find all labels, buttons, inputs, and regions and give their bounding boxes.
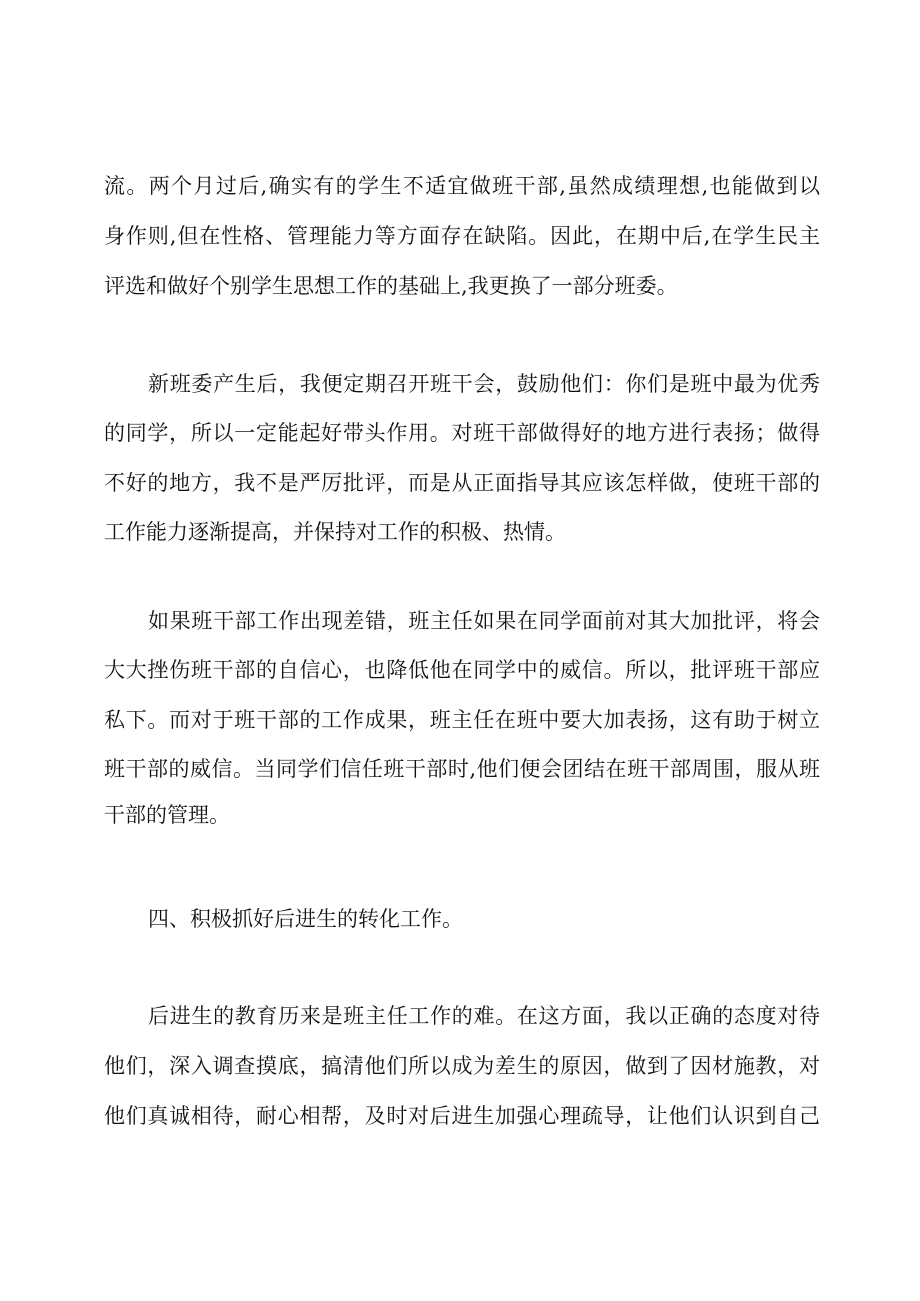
paragraph-3-line-2: 大大挫伤班干部的自信心，也降低他在同学中的威信。所以，批评班干部应 [104, 658, 820, 682]
paragraph-5-line-3: 他们真诚相待，耐心相帮，及时对后进生加强心理疏导，让他们认识到自己 [104, 1104, 820, 1128]
paragraph-3-line-4: 班干部的威信。当同学们信任班干部时,他们便会团结在班干部周围，服从班 [104, 757, 820, 781]
paragraph-2-line-1: 新班委产生后，我便定期召开班干会，鼓励他们：你们是班中最为优秀 [148, 372, 820, 396]
paragraph-1-line-2: 身作则,但在性格、管理能力等方面存在缺陷。因此，在期中后,在学生民主 [104, 224, 820, 248]
paragraph-5-line-2: 他们，深入调查摸底，搞清他们所以成为差生的原因，做到了因材施教，对 [104, 1054, 820, 1078]
paragraph-5-line-1: 后进生的教育历来是班主任工作的难。在这方面，我以正确的态度对待 [148, 1004, 820, 1028]
paragraph-3-line-3: 私下。而对于班干部的工作成果，班主任在班中要大加表扬，这有助于树立 [104, 708, 820, 732]
section-heading: 四、积极抓好后进生的转化工作。 [148, 907, 463, 931]
paragraph-3-line-5: 干部的管理。 [104, 803, 230, 827]
paragraph-2-line-4: 工作能力逐渐提高，并保持对工作的积极、热情。 [104, 520, 566, 544]
paragraph-2-line-3: 不好的地方，我不是严厉批评，而是从正面指导其应该怎样做，使班干部的 [104, 471, 820, 495]
paragraph-3-line-1: 如果班干部工作出现差错，班主任如果在同学面前对其大加批评，将会 [148, 609, 820, 633]
paragraph-2-line-2: 的同学，所以一定能起好带头作用。对班干部做得好的地方进行表扬；做得 [104, 421, 820, 445]
paragraph-1-line-1: 流。两个月过后,确实有的学生不适宜做班干部,虽然成绩理想,也能做到以 [104, 174, 820, 198]
paragraph-1-line-3: 评选和做好个别学生思想工作的基础上,我更换了一部分班委。 [104, 274, 678, 298]
